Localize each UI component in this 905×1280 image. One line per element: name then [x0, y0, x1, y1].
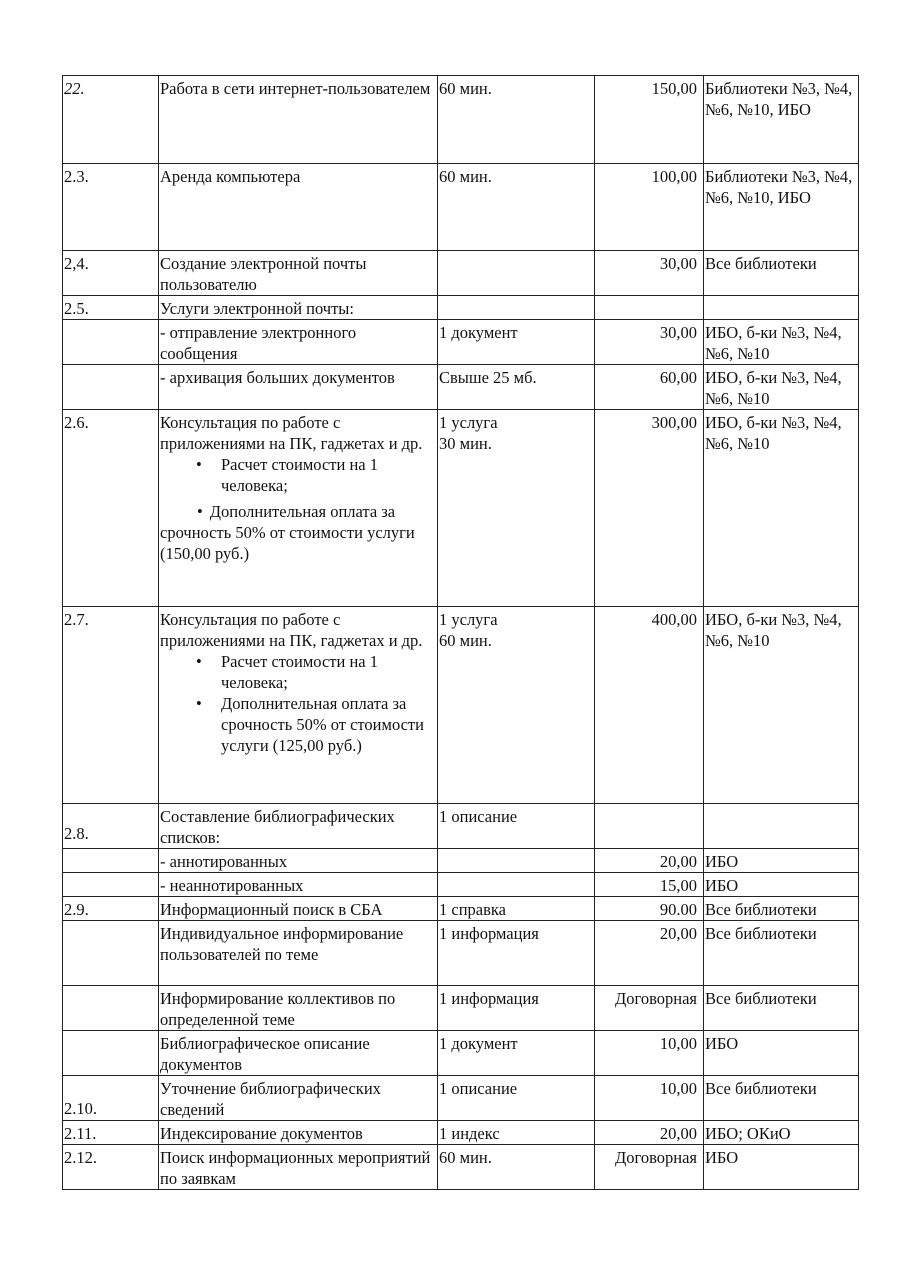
service-name: Библиографическое описание документов — [159, 1031, 438, 1076]
location: ИБО, б-ки №3, №4, №6, №10 — [704, 365, 859, 410]
service-name: - отправление электронного сообщения — [159, 320, 438, 365]
unit: 60 мин. — [438, 1145, 595, 1190]
location: ИБО, б-ки №3, №4, №6, №10 — [704, 410, 859, 607]
table-row — [63, 164, 859, 251]
unit — [438, 873, 595, 897]
price: 20,00 — [595, 921, 704, 986]
price: 20,00 — [595, 1121, 704, 1145]
table-row — [63, 296, 859, 320]
unit-line-2: 60 мин. — [439, 631, 492, 650]
price — [595, 804, 704, 849]
unit: 1 документ — [438, 1031, 595, 1076]
location: Все библиотеки — [704, 1076, 859, 1121]
location: Все библиотеки — [704, 986, 859, 1031]
unit: 1 информация — [438, 921, 595, 986]
service-name: Поиск информационных мероприятий по заявкам — [159, 1145, 438, 1190]
table-row — [63, 1031, 859, 1076]
location: ИБО, б-ки №3, №4, №6, №10 — [704, 320, 859, 365]
location: Все библиотеки — [704, 897, 859, 921]
unit: 1 информация — [438, 986, 595, 1031]
service-name: Индивидуальное информирование пользователей по теме — [159, 921, 438, 986]
service-name: Уточнение библиографических сведений — [159, 1076, 438, 1121]
price: 60,00 — [595, 365, 704, 410]
row-number — [63, 921, 159, 986]
location: Все библиотеки — [704, 921, 859, 986]
table-row — [63, 921, 859, 986]
location: Библиотеки №3, №4, №6, №10, ИБО — [704, 76, 859, 164]
location: ИБО; ОКиО — [704, 1121, 859, 1145]
row-number: 2.10. — [63, 1076, 159, 1121]
unit — [438, 251, 595, 296]
table-row — [63, 849, 859, 873]
price: Договорная — [595, 986, 704, 1031]
service-name — [159, 607, 438, 804]
row-number: 2.7. — [63, 607, 159, 804]
location: Библиотеки №3, №4, №6, №10, ИБО — [704, 164, 859, 251]
row-number — [63, 873, 159, 897]
table-row — [63, 873, 859, 897]
service-name-text: Консультация по работе с приложениями на ПК, гаджетах и др. — [160, 610, 423, 650]
table-row — [63, 251, 859, 296]
unit — [438, 849, 595, 873]
location: ИБО, б-ки №3, №4, №6, №10 — [704, 607, 859, 804]
table-row — [63, 804, 859, 849]
service-name: - неаннотированных — [159, 873, 438, 897]
price: 150,00 — [595, 76, 704, 164]
price: 20,00 — [595, 849, 704, 873]
row-number — [63, 1031, 159, 1076]
table-row — [63, 1121, 859, 1145]
bullet-item: • Расчет стоимости на 1 человека; — [160, 454, 437, 496]
price-list-table — [62, 75, 859, 1190]
unit: 60 мин. — [438, 76, 595, 164]
location: ИБО — [704, 849, 859, 873]
unit-line-1: 1 услуга — [439, 413, 498, 432]
service-name: Индексирование документов — [159, 1121, 438, 1145]
table-row — [63, 897, 859, 921]
row-number: 2.3. — [63, 164, 159, 251]
price: 400,00 — [595, 607, 704, 804]
service-name: - архивация больших документов — [159, 365, 438, 410]
service-name: Создание электронной почты пользователю — [159, 251, 438, 296]
unit: Свыше 25 мб. — [438, 365, 595, 410]
bullet-item: • Дополнительная оплата за срочность 50% от стоимости услуги (125,00 руб.) — [160, 693, 437, 756]
service-name-text: Консультация по работе с приложениями на ПК, гаджетах и др. — [160, 413, 423, 453]
price: 100,00 — [595, 164, 704, 251]
row-number — [63, 320, 159, 365]
location — [704, 296, 859, 320]
location: ИБО — [704, 1031, 859, 1076]
table-row — [63, 320, 859, 365]
unit-line-1: 1 услуга — [439, 610, 498, 629]
unit: 1 документ — [438, 320, 595, 365]
unit — [438, 296, 595, 320]
service-name: Работа в сети интернет-пользователем — [159, 76, 438, 164]
price: 15,00 — [595, 873, 704, 897]
bullet-list — [160, 651, 437, 756]
table-row — [63, 986, 859, 1031]
service-name: - аннотированных — [159, 849, 438, 873]
unit: 1 описание — [438, 1076, 595, 1121]
unit-line-2: 30 мин. — [439, 434, 492, 453]
row-number: 2.11. — [63, 1121, 159, 1145]
row-number — [63, 849, 159, 873]
price: 300,00 — [595, 410, 704, 607]
service-name: Аренда компьютера — [159, 164, 438, 251]
service-name: Услуги электронной почты: — [159, 296, 438, 320]
row-number: 2.8. — [63, 804, 159, 849]
location: ИБО — [704, 873, 859, 897]
table-row — [63, 410, 859, 607]
bullet-paragraph — [160, 501, 437, 564]
unit: 60 мин. — [438, 164, 595, 251]
price: 10,00 — [595, 1076, 704, 1121]
row-number — [63, 365, 159, 410]
service-name: Информирование коллективов по определенной теме — [159, 986, 438, 1031]
service-name — [159, 410, 438, 607]
table-row — [63, 1145, 859, 1190]
location: Все библиотеки — [704, 251, 859, 296]
unit: 1 индекс — [438, 1121, 595, 1145]
price: 30,00 — [595, 320, 704, 365]
table-row — [63, 76, 859, 164]
unit: 1 справка — [438, 897, 595, 921]
row-number: 2.6. — [63, 410, 159, 607]
price: 10,00 — [595, 1031, 704, 1076]
row-number — [63, 986, 159, 1031]
row-number: 2.12. — [63, 1145, 159, 1190]
service-name: Информационный поиск в СБА — [159, 897, 438, 921]
bullet-item: • Расчет стоимости на 1 человека; — [160, 651, 437, 693]
row-number: 2,4. — [63, 251, 159, 296]
price: Договорная — [595, 1145, 704, 1190]
bullet-list — [160, 454, 437, 496]
table-row — [63, 607, 859, 804]
location — [704, 804, 859, 849]
unit — [438, 410, 595, 607]
row-number: 22. — [63, 76, 159, 164]
location: ИБО — [704, 1145, 859, 1190]
service-name: Составление библиографических списков: — [159, 804, 438, 849]
price — [595, 296, 704, 320]
bullet-text: Дополнительная оплата за срочность 50% от стоимости услуги (150,00 руб.) — [160, 502, 415, 563]
unit — [438, 607, 595, 804]
row-number: 2.5. — [63, 296, 159, 320]
table-row — [63, 365, 859, 410]
price: 90.00 — [595, 897, 704, 921]
row-number: 2.9. — [63, 897, 159, 921]
price: 30,00 — [595, 251, 704, 296]
unit: 1 описание — [438, 804, 595, 849]
bullet-mark — [160, 502, 210, 521]
table-row — [63, 1076, 859, 1121]
